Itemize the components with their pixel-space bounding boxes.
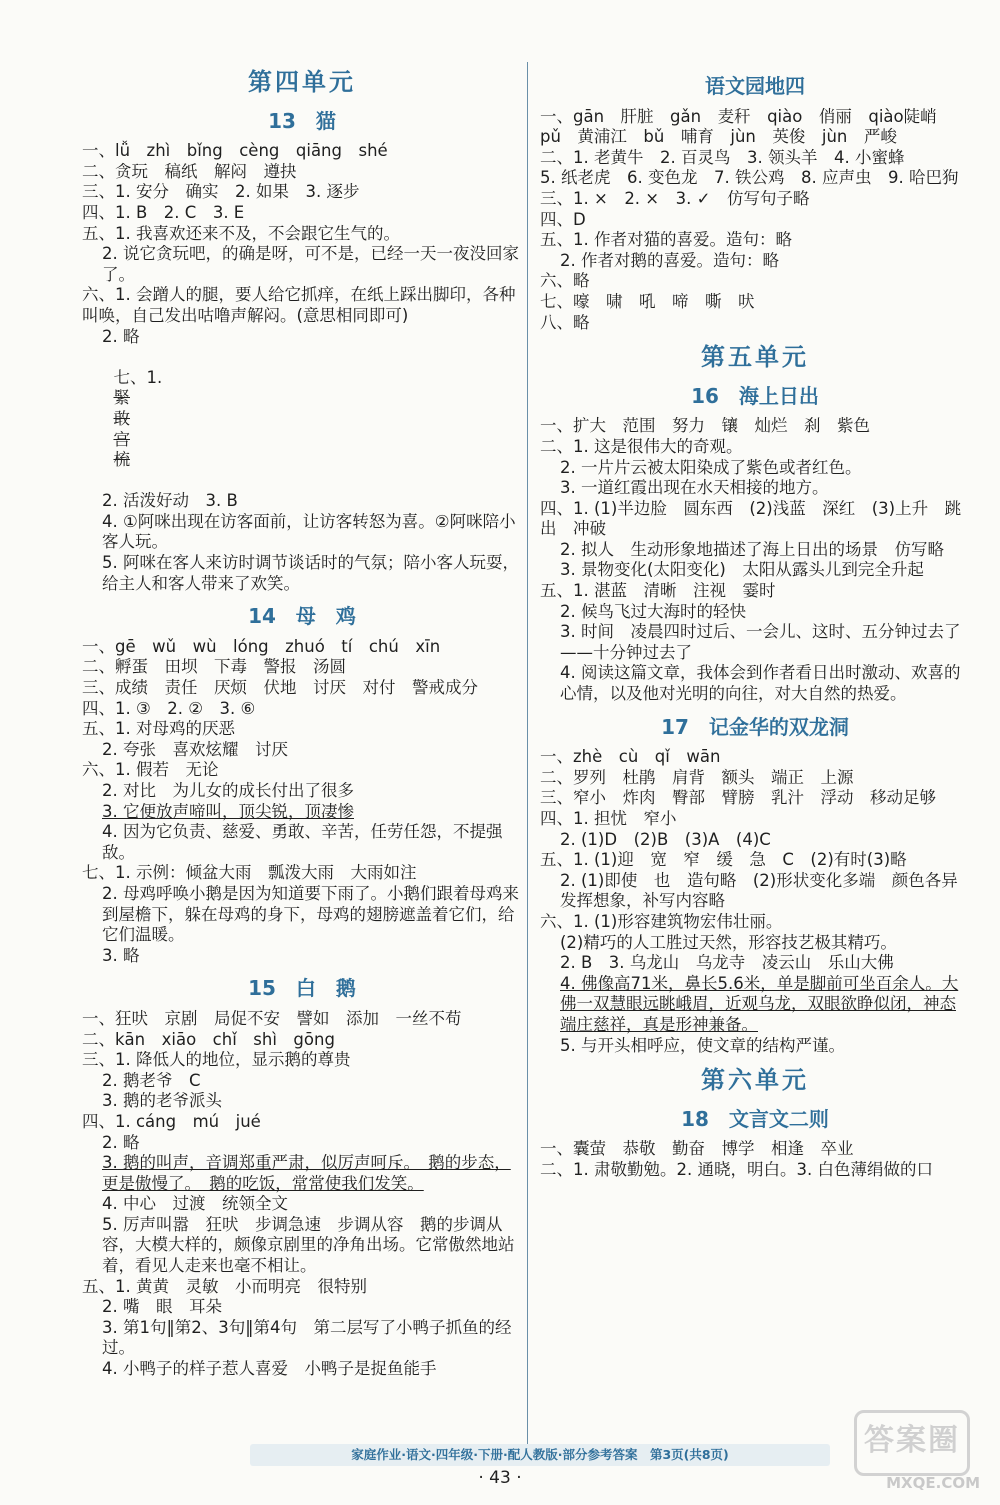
lesson-15-title: 15 白 鹅 [248, 976, 356, 1001]
answer-line: 5. 纸老虎 6. 变色龙 7. 铁公鸡 8. 应声虫 9. 哈巴狗 [540, 168, 959, 188]
answer-line: 2. 夸张 喜欢炫耀 讨厌 [102, 739, 288, 759]
answer-line: 五、1. 对母鸡的厌恶 [82, 719, 235, 739]
footer-band: 家庭作业·语文·四年级·下册·配人教版·部分参考答案 第3页(共8页) [250, 1444, 830, 1466]
answer-line: 3. 时间 凌晨四时过后、一会儿、这时、五分钟过去了——十分钟过去了 [560, 622, 961, 662]
answer-line: 二、1. 肃敬勤勉。2. 通晓，明白。3. 白色薄绢做的口 [540, 1159, 933, 1179]
answer-line: 一、zhè cù qǐ wān [540, 747, 721, 767]
answer-line: 2. (1)即使 也 造句略 (2)形状变化多端 颜色各异 发挥想象，补写内容略 [560, 870, 975, 911]
answer-line: 三、窄小 炸肉 臀部 臂膀 乳汁 浮动 移动足够 [540, 788, 936, 808]
page-number: · 43 · [478, 1468, 522, 1488]
answer-line: 一、狂吠 京剧 局促不安 譬如 添加 一丝不苟 [82, 1008, 462, 1028]
watermark-url: MXQE.COM [886, 1474, 980, 1492]
answer-line: 3. 它便放声啼叫，顶尖锐，顶凄惨 [102, 801, 354, 821]
watermark-logo: 答案圈 [854, 1410, 970, 1476]
answer-line: 三、成绩 责任 厌烦 伏地 讨厌 对付 警戒成分 [82, 678, 478, 698]
answer-line: 2. 活泼好动 3. B [102, 491, 238, 511]
right-column [540, 62, 975, 1181]
answer-line: 八、略 [540, 312, 590, 332]
lesson-17-title: 17 记金华的双龙洞 [661, 714, 849, 739]
answer-line: 2. 略 [102, 326, 140, 346]
answer-line: 2. B 3. 乌龙山 乌龙寺 凌云山 乐山大佛 [560, 953, 894, 973]
answer-line: 四、1. cáng mú jué [82, 1111, 261, 1131]
answer-line: 2. 作者对鹅的喜爱。造句：略 [560, 250, 779, 270]
answer-line: 七、1. 示例：倾盆大雨 瓢泼大雨 大雨如注 [82, 863, 417, 883]
answer-line: 2. 略 [102, 1132, 140, 1152]
answer-line: 一、gān 肝脏 gǎn 麦秆 qiào 俏丽 qiào陡峭 pǔ 黄浦江 bǔ 哺育 jùn 英俊 jùn 严峻 [540, 106, 954, 147]
answer-line: 一、扩大 范围 努力 镶 灿烂 刹 紫色 [540, 416, 870, 436]
answer-line: 5. 与开头相呼应，使文章的结构严谨。 [560, 1035, 845, 1055]
answer-line: 四、1. 担忧 窄小 [540, 809, 677, 828]
answer-line: 三、1. × 2. × 3. ✓ 仿写句子略 [540, 188, 810, 208]
answer-line: 2. 鹅老爷 C [102, 1070, 201, 1090]
answer-line: 2. (1)D (2)B (3)A (4)C [560, 829, 771, 849]
yuwen-yuandi-title: 语文园地四 [705, 74, 805, 98]
answer-line: 4. 阅读这篇文章，我体会到作者看日出时激动、欢喜的心情，以及他对光明的向往，对大自然的热爱。 [560, 663, 961, 704]
answer-line: 4. 因为它负责、慈爱、勇敢、辛苦，任劳任怨，不提强敌。 [102, 822, 503, 862]
answer-line: 3. 一道红霞出现在水天相接的地方。 [560, 478, 829, 498]
answer-line: 五、1. 湛蓝 清晰 注视 霎时 [540, 581, 776, 601]
answer-line: 二、孵蛋 田坝 下毒 警报 汤圆 [82, 657, 346, 677]
answer-line-label: 七、1. [113, 367, 163, 387]
answer-line: 二、贪玩 稿纸 解闷 遵抉 [82, 161, 297, 181]
unit-title-4: 第四单元 [248, 67, 356, 96]
lesson-13-title: 13 猫 [268, 108, 336, 133]
answer-line: 四、D [540, 209, 586, 229]
answer-line: 3. 第1句‖第2、3句‖第4句 第二层写了小鸭子抓鱼的经过。 [102, 1317, 512, 1358]
answer-line: 二、罗列 杜鹃 肩背 额头 端正 上源 [540, 767, 854, 787]
answer-line: 六、1. (1)形容建筑物宏伟壮丽。 [540, 911, 783, 931]
struck-word: 宫 [113, 429, 130, 449]
answer-line: 四、1. B 2. C 3. E [82, 202, 245, 222]
answer-line: 4. ①阿咪出现在访客面前，让访客转怒为喜。②阿咪陪小客人玩。 [102, 511, 516, 552]
lesson-18-title: 18 文言文二则 [681, 1106, 829, 1131]
answer-line: 三、1. 降低人的地位，显示鹅的尊贵 [82, 1050, 351, 1070]
answer-line: 4. 佛像高71米，鼻长5.6米，单是脚前可坐百余人。大佛一双慧眼远眺峨眉，近观乌龙，双眼欲睁似闭，神态端庄慈祥，真是形神兼备。 [560, 973, 959, 1034]
answer-line: 一、gē wǔ wù lóng zhuó tí chú xīn [82, 636, 441, 656]
answer-line: 七、嚎 啸 吼 啼 嘶 吠 [540, 291, 755, 311]
answer-line: 3. 略 [102, 945, 140, 965]
answer-line: 2. 说它贪玩吧，的确是呀，可不是，已经一天一夜没回家了。 [102, 244, 519, 284]
unit-title-6: 第六单元 [701, 1065, 809, 1095]
column-divider [527, 62, 528, 1452]
struck-word: 緊 [113, 388, 130, 408]
answer-line: 四、1. ③ 2. ② 3. ⑥ [82, 698, 256, 718]
answer-line: 2. 母鸡呼唤小鹅是因为知道要下雨了。小鹅们跟着母鸡来到屋檐下，躲在母鸡的身下，母鸡的翅膀遮盖着它们，给它们温暖。 [102, 883, 519, 945]
answer-line: 二、kān xiāo chǐ shì gōng [82, 1029, 335, 1049]
answer-line: 四、1. (1)半边脸 圆东西 (2)浅蓝 深红 (3)上升 跳出 冲破 [540, 498, 962, 539]
answer-line: 五、1. 作者对猫的喜爱。造句：略 [540, 230, 792, 250]
answer-line: 六、略 [540, 271, 590, 291]
answer-line: 5. 厉声叫嚣 狂吠 步调急速 步调从容 鹅的步调从容，大模大样的，颇像京剧里的净角出场。它常傲然地站着，看见人走来也毫不相让。 [102, 1214, 515, 1276]
answer-line: 2. 候鸟飞过大海时的轻快 [560, 601, 746, 621]
answer-line: 2. 对比 为儿女的成长付出了很多 [102, 781, 354, 800]
answer-line: 3. 鹅的老爷派头 [102, 1091, 222, 1111]
answer-line: 3. 景物变化(太阳变化) 太阳从露头儿到完全升起 [560, 560, 924, 580]
answer-line: 一、lǚ zhì bǐng cèng qiāng shé [82, 141, 388, 161]
answer-line: 六、1. 假若 无论 [82, 760, 219, 780]
answer-line: (2)精巧的人工胜过天然，形容技艺极其精巧。 [560, 932, 897, 952]
answer-line: 4. 小鸭子的样子惹人喜爱 小鸭子是捉鱼能手 [102, 1359, 437, 1379]
answer-line: 五、1. 黄黄 灵敏 小而明亮 很特别 [82, 1276, 367, 1296]
answer-line: 五、1. 我喜欢还来不及，不会跟它生气的。 [82, 223, 400, 243]
answer-line: 三、1. 安分 确实 2. 如果 3. 逐步 [82, 182, 360, 202]
answer-line: 一、囊萤 恭敬 勤奋 博学 相逢 卒业 [540, 1139, 854, 1159]
answer-line: 4. 中心 过渡 统领全文 [102, 1194, 288, 1214]
answer-line: 二、1. 这是很伟大的奇观。 [540, 436, 743, 456]
answer-line: 二、1. 老黄牛 2. 百灵鸟 3. 领头羊 4. 小蜜蜂 [540, 147, 905, 167]
answer-line: 六、1. 会蹭人的腿，要人给它抓痒，在纸上踩出脚印，各种叫唤，自己发出咕噜声解闷。(意思相同即可) [82, 285, 516, 325]
left-column [82, 62, 522, 1380]
watermark [850, 1410, 990, 1500]
answer-line: 5. 阿咪在客人来访时调节谈话时的气氛；陪小客人玩耍，给主人和客人带来了欢笑。 [102, 553, 519, 593]
struck-word: 梳 [113, 450, 130, 470]
struck-word: 敢 [113, 408, 130, 428]
answer-line: 2. 拟人 生动形象地描述了海上日出的场景 仿写略 [560, 539, 944, 559]
answer-line: 五、1. (1)迎 宽 窄 缓 急 C (2)有时(3)略 [540, 850, 907, 870]
answer-line: 2. 嘴 眼 耳朵 [102, 1297, 222, 1317]
answer-line: 2. 一片片云被太阳染成了紫色或者红色。 [560, 457, 862, 477]
answer-line: 3. 鹅的叫声，音调郑重严肃，似厉声呵斥。 鹅的步态，更是傲慢了。 鹅的吃饭，常常使我们发笑。 [102, 1153, 511, 1193]
unit-title-5: 第五单元 [701, 342, 809, 372]
lesson-14-title: 14 母 鸡 [248, 604, 356, 629]
answer-line-struck [82, 347, 522, 491]
lesson-16-title: 16 海上日出 [691, 383, 819, 408]
